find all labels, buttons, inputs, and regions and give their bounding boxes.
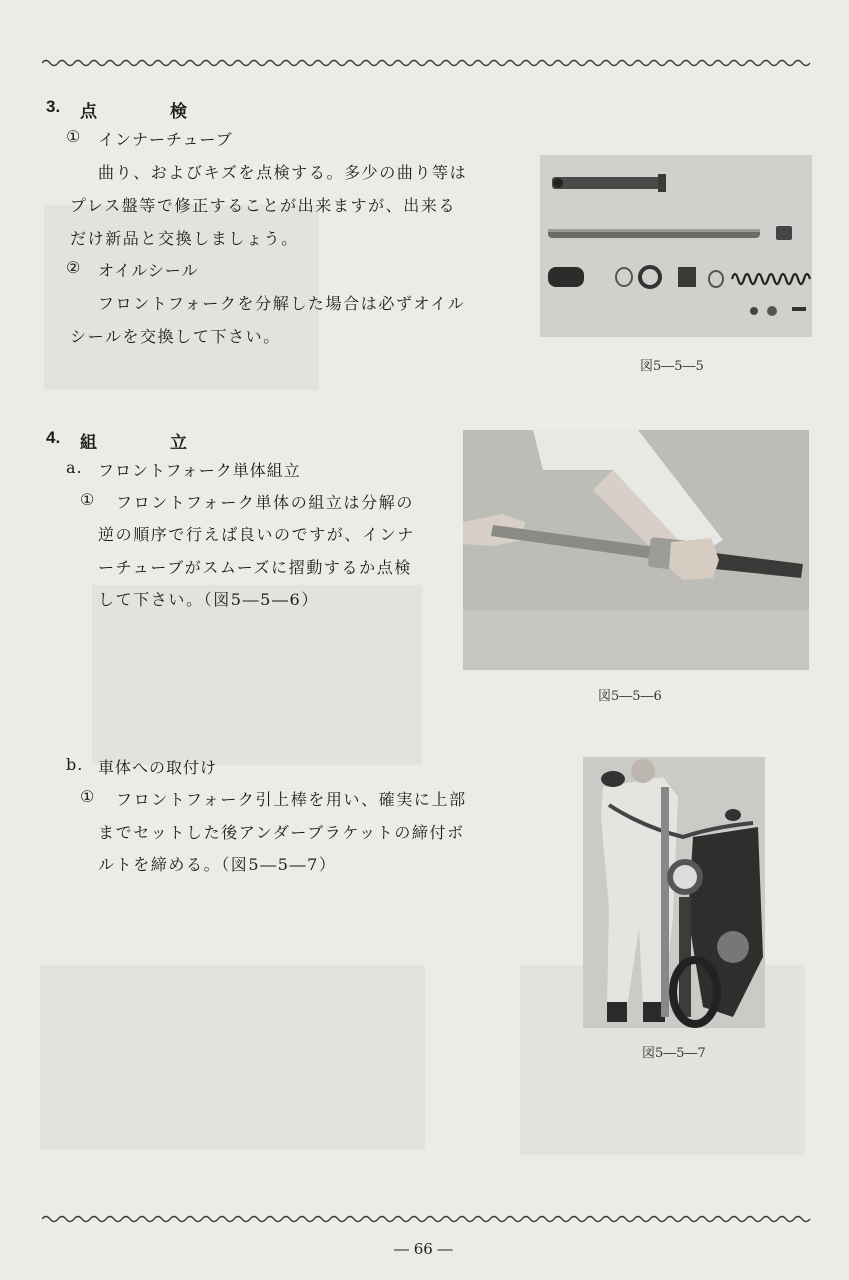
figure-caption: 図5―5―5 xyxy=(640,359,704,374)
body-line: フロントフォーク引上棒を用い、確実に上部 xyxy=(116,790,467,809)
subsection-marker: a. xyxy=(66,458,83,477)
body-line: シールを交換して下さい。 xyxy=(70,327,281,346)
section-4-title: 組 立 xyxy=(80,433,215,453)
subsection-title-mounting: 車体への取付け xyxy=(98,758,218,777)
top-decorative-rule xyxy=(42,58,812,68)
body-line: 逆の順序で行えば良いのですが、インナ xyxy=(98,525,415,544)
item-marker: ① xyxy=(80,490,96,509)
body-line: までセットした後アンダーブラケットの締付ボ xyxy=(98,823,465,842)
body-line: して下さい。（図5―5―6） xyxy=(98,590,319,609)
motorcycle-photo xyxy=(583,757,765,1028)
body-line: 曲り、およびキズを点検する。多少の曲り等は xyxy=(98,163,468,182)
body-line: プレス盤等で修正することが出来ますが、出来る xyxy=(70,196,457,215)
body-line: ーチューブがスムーズに摺動するか点検 xyxy=(98,558,412,577)
item-marker: ① xyxy=(80,787,96,806)
show-through-block xyxy=(40,965,425,1150)
item-marker: ② xyxy=(66,258,82,277)
item-marker: ① xyxy=(66,127,82,146)
section-4-number: 4. xyxy=(46,428,61,447)
show-through-block xyxy=(92,585,422,765)
figure-caption: 図5―5―6 xyxy=(598,689,662,704)
section-3-number: 3. xyxy=(46,97,61,116)
fork-assembly-photo xyxy=(463,430,809,670)
item-title-inner-tube: インナーチューブ xyxy=(98,130,233,149)
body-line: フロントフォークを分解した場合は必ずオイル xyxy=(98,294,466,313)
subsection-marker: b. xyxy=(66,755,84,774)
item-title-oil-seal: オイルシール xyxy=(98,261,199,280)
figure-caption: 図5―5―7 xyxy=(642,1046,706,1061)
page-number: ― 66 ― xyxy=(394,1240,453,1258)
bottom-decorative-rule xyxy=(42,1214,812,1224)
body-line: だけ新品と交換しましょう。 xyxy=(70,229,299,248)
body-line: ルトを締める。（図5―5―7） xyxy=(98,855,337,874)
subsection-title-fork-assembly: フロントフォーク単体組立 xyxy=(98,461,301,480)
body-line: フロントフォーク単体の組立は分解の xyxy=(116,493,414,512)
section-3-title: 点 検 xyxy=(80,102,215,122)
fork-parts-photo xyxy=(540,155,812,337)
